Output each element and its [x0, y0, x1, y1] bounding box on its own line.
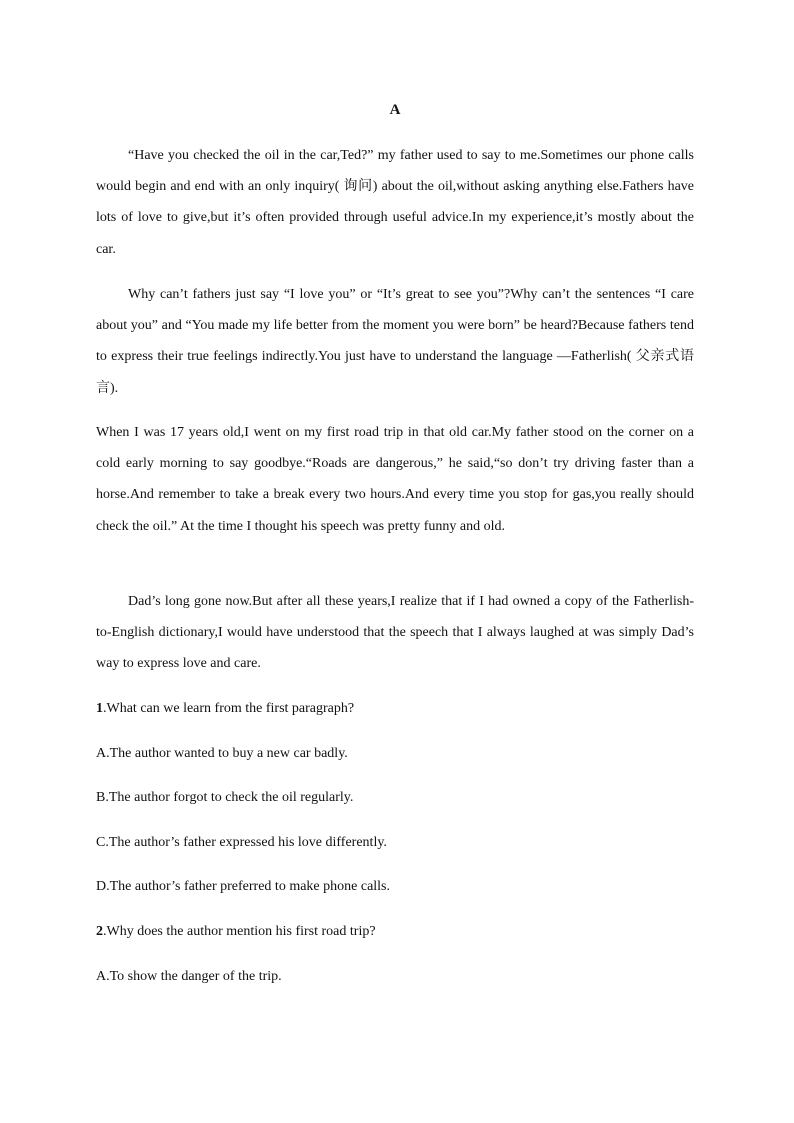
paragraph-1: “Have you checked the oil in the car,Ted?” my father used to say to me.Sometimes our phone calls would begin and end with an only inquiry( 询问) about the oil,without asking anything else.Fathers have lots of love to give,but it’s often provided through useful advice.In my experience,it’s mostly about the car. — [96, 148, 694, 257]
question-1-option-c: C.The author’s father expressed his love differently. — [96, 835, 387, 850]
question-1-option-b: B.The author forgot to check the oil regularly. — [96, 790, 354, 805]
question-1 — [96, 699, 694, 719]
question-1-option-d: D.The author’s father preferred to make phone calls. — [96, 879, 391, 894]
passage-title: A — [389, 102, 401, 118]
paragraph-4: Dad’s long gone now.But after all these years,I realize that if I had owned a copy of the Fatherlish-to-English dictionary,I would have understood that the speech that I always laughed at was simply Dad’s way to express love and care. — [96, 594, 694, 672]
paragraph-3: When I was 17 years old,I went on my first road trip in that old car.My father stood on the corner on a cold early morning to say goodbye.“Roads are dangerous,” he said,“so don’t try driving faster than a horse.And remember to take a break every two hours.And every time you stop for gas,you really should check the oil.” At the time I thought his speech was pretty funny and old. — [96, 425, 694, 534]
question-1-option-a: A.The author wanted to buy a new car badly. — [96, 746, 348, 761]
question-2-option-a: A.To show the danger of the trip. — [96, 969, 282, 984]
question-2-number: 2 — [96, 924, 103, 939]
paragraph-2: Why can’t fathers just say “I love you” or “It’s great to see you”?Why can’t the sentences “I care about you” and “You made my life better from the moment you were born” be heard?Because fathers tend to express their true feelings indirectly.You just have to understand the language —Fatherlish( 父亲式语言). — [96, 287, 694, 396]
question-2-text: .Why does the author mention his first road trip? — [103, 924, 376, 939]
question-1-number: 1 — [96, 701, 103, 716]
question-1-text: .What can we learn from the first paragraph? — [103, 701, 355, 716]
question-2 — [96, 922, 694, 942]
